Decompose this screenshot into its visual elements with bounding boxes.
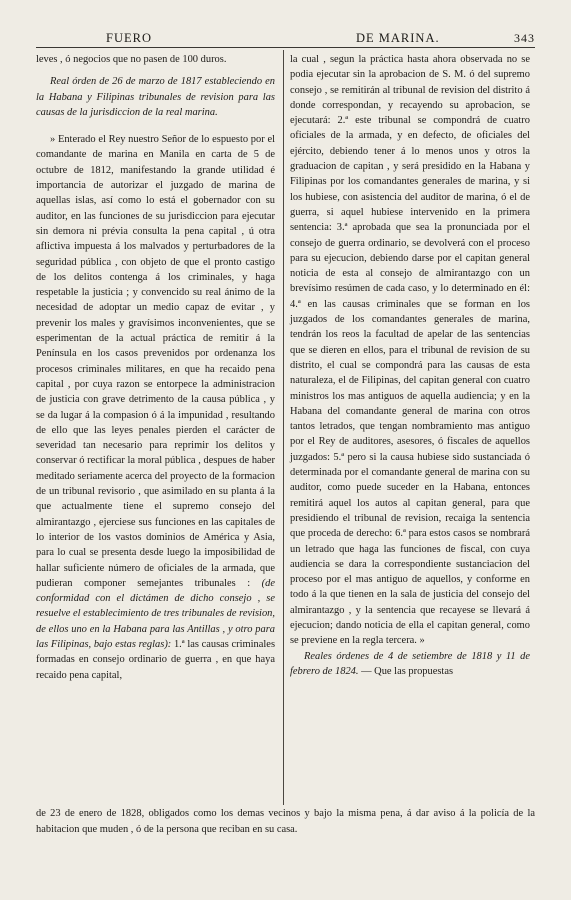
section-heading-real-orden-1817: Real órden de 26 de marzo de 1817 estableciendo en la Habana y Filipinas tribunales de revision para las causas de la jurisdiccion de la real marina.: [36, 76, 275, 118]
running-header: [36, 31, 535, 47]
header-title-center: DE MARINA.: [356, 31, 440, 45]
right-column: [290, 52, 530, 679]
column-divider: [283, 50, 284, 805]
header-rule: [36, 47, 535, 48]
paragraph-leves: leves , ó negocios que no pasen de 100 duros.: [36, 54, 227, 65]
left-column: [36, 52, 275, 683]
paragraph-reglas: la cual , segun la práctica hasta ahora observada no se podia ejecutar sin la aprobacion de S. M. ó del supremo consejo , se remitirán al tribunal de revision del distrito á donde correspondan, y recayendo su aprobacion, se ejecutará: 2.ª este tribunal se compondrá de cuatro oficiales de la armada, y en defecto, de oficiales del ejército, debiendo tener á lo menos unos y otros la graduacion de capitan , y será presidido en la Habana y Filipinas por los comandantes generales de marina, y si los hubiese, con asistencia del auditor de marina, ó el de guerra, si aquel hubiese intervenido en la primera sentencia: 3.ª aprobada que sea la pronunciada por el consejo de guerra ordinario, se devolverá con el proceso para su ejecucion, debiendo darse por el capitan general noticia de esta al consejo de almirantazgo con un brevísimo resúmen de cada caso, y lo determinado en él: 4.ª en las causas criminales que se forman en los juzgados de los comandantes generales de marina, tendrán los reos la facultad de apelar de las sentencias que se dieren en ellos, para el tribunal de revision de su distrito, el cual se compondrá para las causas de esta naturaleza, el de Filipinas, del capitan general con cuatro ministros los mas antiguos de aquella audiencia; y en la Habana del comandante general de marina con otros tantos letrados, que tengan nombramiento mas antiguo por el Rey de auditores, asesores, ó fiscales de aquellos juzgados: 5.ª pero si la causa hubiese sido sustanciada ó determinada por el comandante general de marina con su auditor, como puede suceder en la Habana, entonces remitirá aquel los autos al capitan general, para que presidiendo el tribunal de revision, recaiga la sentencia que proceda de derecho: 6.ª para estos casos se nombrará un letrado que haga las funciones de fiscal, con cuya audiencia se dara la correspondiente sustanciacion del proceso por el mas antiguo de aquellos, y conforme en todo á la que tienen en la sala de justicia del consejo del almirantazgo , y la sentencia que recayese se llevará á ejecucion; dando noticia de ella el capitan general, como se previene en la regla tercera. »: [290, 54, 530, 647]
paragraph-reales-ordenes: Reales órdenes de 4 de setiembre de 1818 y 11 de febrero de 1824. — Que las propuestas: [290, 650, 530, 677]
full-width-paragraph: de 23 de enero de 1828, obligados como los demas vecinos y bajo la misma pena, á dar aviso á la policía de la habitacion que muden , ó de la persona que reciban en su casa.: [36, 808, 535, 835]
header-title-left: FUERO: [106, 31, 152, 45]
paragraph-enterado: » Enterado el Rey nuestro Señor de lo espuesto por el comandante de marina en Manila en carta de 5 de octubre de 1812, manifestando la grande utilidad é importancia de autorizar el juzgado de marina de aquellas islas, así como lo está el gobernador con su auditor, en las funciones de su jurisdiccion para ejecutar sin demora ni prévia consulta la pena capital , ú otra aflictiva impuesta á los malvados y perturbadores de la seguridad pública , con objeto de que el pronto castigo de los delitos contenga á los criminales, y haga respetable la justicia ; y convencido su real ánimo de la necesidad de adoptar un medio capaz de evitar , y prevenir los males y gravísimos inconvenientes, que se esperimentan de la actual práctica de remitir á la Península en los casos prevenidos por ordenanza los procesos criminales militares, en que ha recaido pena capital , por cuya razon se entorpece la administracion de justicia con grave detrimento de la causa pública , y se da lugar á la compasion ó á la impunidad , resultando de ello que las leyes penales pierden el carácter de severidad tan necesario para reprimir los delitos y conservar ó rectificar la moral pública , despues de haber meditado seriamente acerca del proyecto de la formacion de un tribunal revisorio , que asimilado en su planta á la que actualmente tiene el supremo consejo del almirantazgo , ejerciese sus funciones en las capitales de lo interior de los vastos dominios de América y Asia, para lo cual se presenta desde luego la imposibilidad de hallar suficiente número de oficiales de la armada, que pudieran componer semejantes tribunales : (de conformidad con el dictámen de dicho consejo , se resuelve el establecimiento de tres tribunales de revision, de ellos uno en la Habana para las Antillas , y otro para las Filipinas, bajo estas reglas): 1.ª las causas criminales formadas en consejo ordinario de guerra , en que haya recaido pena capital,: [36, 134, 275, 681]
page-number: 343: [514, 31, 535, 45]
